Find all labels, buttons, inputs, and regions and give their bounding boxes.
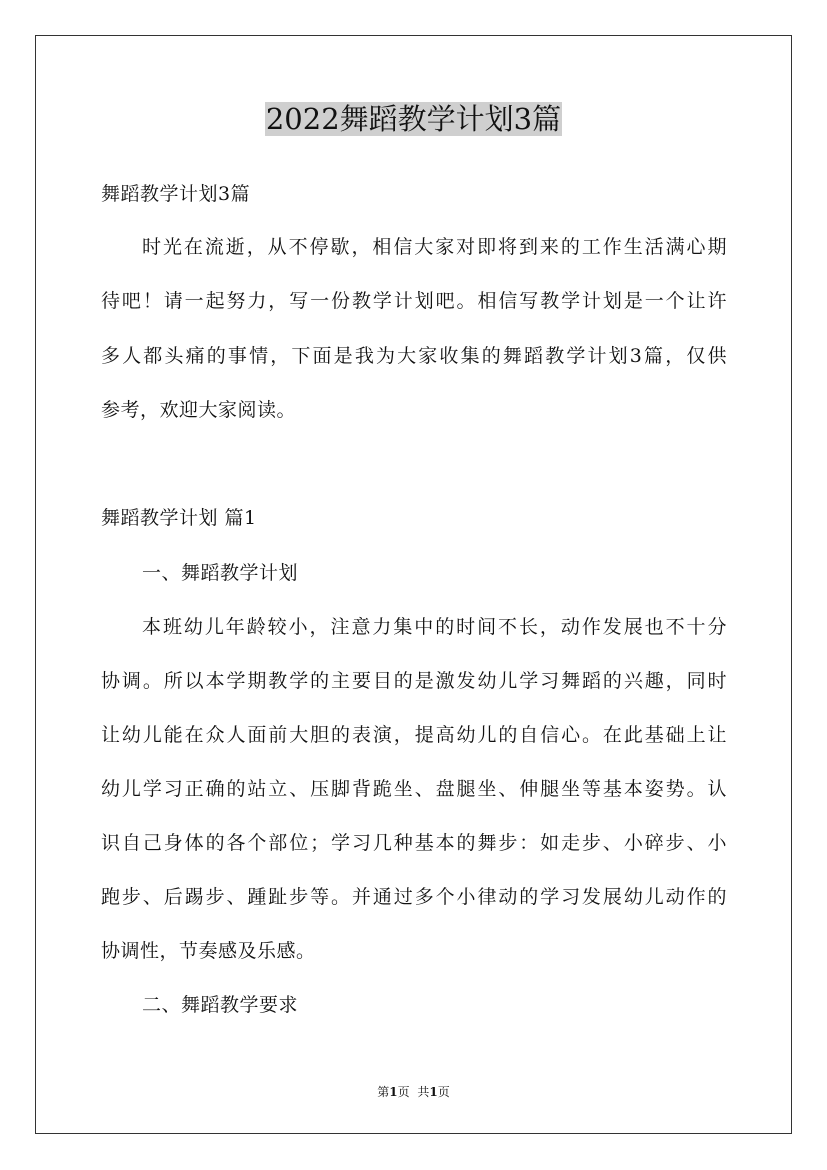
section-heading: 舞蹈教学计划 篇1 — [101, 507, 257, 529]
part1-heading: 一、舞蹈教学计划 — [142, 562, 299, 584]
intro-line-1: 时光在流逝，从不停歇，相信大家对即将到来的工作生活满心期 — [142, 236, 727, 258]
paragraph-line-6: 跑步、后踢步、踵趾步等。并通过多个小律动的学习发展幼儿动作的 — [101, 886, 727, 908]
paragraph-line-3: 让幼儿能在众人面前大胆的表演，提高幼儿的自信心。在此基础上让 — [101, 724, 727, 746]
intro-line-4: 参考，欢迎大家阅读。 — [101, 399, 297, 421]
footer-total-prefix: 共 — [417, 1085, 430, 1099]
intro-line-2: 待吧！请一起努力，写一份教学计划吧。相信写教学计划是一个让许 — [101, 290, 727, 312]
part2-heading: 二、舞蹈教学要求 — [142, 994, 299, 1016]
subtitle: 舞蹈教学计划3篇 — [101, 183, 251, 205]
document-title — [0, 97, 827, 141]
footer-total-suffix: 页 — [437, 1085, 450, 1099]
footer-total-number: 1 — [429, 1085, 438, 1099]
footer-page-number: 1 — [389, 1085, 398, 1099]
paragraph-line-1: 本班幼儿年龄较小，注意力集中的时间不长，动作发展也不十分 — [142, 616, 727, 638]
document-title-text: 2022舞蹈教学计划3篇 — [265, 102, 562, 136]
paragraph-line-4: 幼儿学习正确的站立、压脚背跪坐、盘腿坐、伸腿坐等基本姿势。认 — [101, 778, 727, 800]
intro-line-3: 多人都头痛的事情，下面是我为大家收集的舞蹈教学计划3篇，仅供 — [101, 345, 727, 367]
page-footer — [0, 1083, 827, 1101]
paragraph-line-7: 协调性，节奏感及乐感。 — [101, 940, 316, 962]
footer-page-suffix: 页 — [397, 1085, 410, 1099]
footer-page-prefix: 第 — [377, 1085, 390, 1099]
paragraph-line-2: 协调。所以本学期教学的主要目的是激发幼儿学习舞蹈的兴趣，同时 — [101, 670, 727, 692]
paragraph-line-5: 识自己身体的各个部位；学习几种基本的舞步：如走步、小碎步、小 — [101, 832, 727, 854]
